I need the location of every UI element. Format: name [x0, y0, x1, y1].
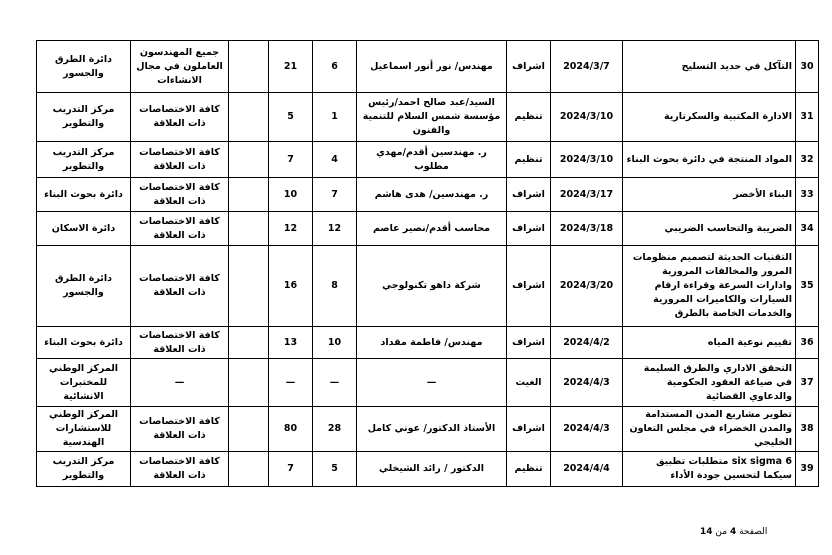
target-audience: كافة الاختصاصات ذات العلاقة [131, 246, 229, 327]
table-row [37, 178, 819, 212]
course-date: 2024/4/3 [551, 359, 623, 407]
course-title: التقنيات الحديثة لتصميم منظومات المرور والمخالفات المرورية وادارات السرعة وقراءة ارقام السيارات والكاميرات المرورية والخدمات الخاصة بالطرق [623, 246, 796, 327]
course-date: 2024/4/4 [551, 452, 623, 487]
table-row [37, 359, 819, 407]
blank-cell [229, 327, 269, 359]
department: المركز الوطني للاستشارات الهندسية [37, 407, 131, 452]
table-row [37, 327, 819, 359]
lecturer-name: شركة داهو تكنولوجي [357, 246, 507, 327]
table-row [37, 452, 819, 487]
course-date: 2024/3/7 [551, 41, 623, 93]
target-audience: جميع المهندسون العاملون في مجال الانشاءات [131, 41, 229, 93]
count-one: 7 [313, 178, 357, 212]
row-number: 37 [796, 359, 819, 407]
table-row [37, 246, 819, 327]
course-type: الغيت [507, 359, 551, 407]
course-title: البناء الأخضر [623, 178, 796, 212]
course-type: تنظيم [507, 452, 551, 487]
department: المركز الوطني للمختبرات الانشائية [37, 359, 131, 407]
table-row [37, 142, 819, 178]
course-title: تقييم نوعية المياه [623, 327, 796, 359]
course-type: اشراف [507, 327, 551, 359]
count-two: 16 [269, 246, 313, 327]
department: دائرة الاسكان [37, 212, 131, 246]
blank-cell [229, 359, 269, 407]
target-audience: كافة الاختصاصات ذات العلاقة [131, 327, 229, 359]
course-type: اشراف [507, 212, 551, 246]
row-number: 33 [796, 178, 819, 212]
row-number: 30 [796, 41, 819, 93]
row-number: 36 [796, 327, 819, 359]
course-date: 2024/3/10 [551, 142, 623, 178]
course-date: 2024/3/20 [551, 246, 623, 327]
lecturer-name: مهندس/ فاطمة مقداد [357, 327, 507, 359]
footer-page-word: الصفحة [739, 527, 768, 537]
lecturer-name: ر. مهندسين/ هدى هاشم [357, 178, 507, 212]
target-audience: كافة الاختصاصات ذات العلاقة [131, 93, 229, 142]
count-two: 13 [269, 327, 313, 359]
courses-table [36, 40, 819, 487]
course-title: التآكل في حديد التسليح [623, 41, 796, 93]
course-title: تطوير مشاريع المدن المستدامة والمدن الخضراء في مجلس التعاون الخليجي [623, 407, 796, 452]
count-one: 8 [313, 246, 357, 327]
count-two: — [269, 359, 313, 407]
lecturer-name: السيد/عبد صالح احمد/رئيس مؤسسة شمس السلام للتنمية والفنون [357, 93, 507, 142]
count-two: 12 [269, 212, 313, 246]
target-audience: كافة الاختصاصات ذات العلاقة [131, 142, 229, 178]
count-one: 4 [313, 142, 357, 178]
table-row [37, 93, 819, 142]
course-type: تنظيم [507, 142, 551, 178]
blank-cell [229, 452, 269, 487]
table-row [37, 212, 819, 246]
row-number: 38 [796, 407, 819, 452]
course-title: التحقق الاداري والطرق السليمة في صياغة العقود الحكومية والدعاوي القضائية [623, 359, 796, 407]
course-date: 2024/3/18 [551, 212, 623, 246]
lecturer-name: محاسب أقدم/نصير عاصم [357, 212, 507, 246]
blank-cell [229, 41, 269, 93]
course-type: اشراف [507, 246, 551, 327]
course-type: اشراف [507, 407, 551, 452]
course-type: تنظيم [507, 93, 551, 142]
row-number: 35 [796, 246, 819, 327]
course-date: 2024/3/17 [551, 178, 623, 212]
count-one: — [313, 359, 357, 407]
footer-page-number: 4 [729, 527, 737, 537]
course-title: الضريبة والتحاسب الضريبي [623, 212, 796, 246]
count-two: 7 [269, 142, 313, 178]
lecturer-name: مهندس/ نور أنور اسماعيل [357, 41, 507, 93]
footer-total-pages: 14 [700, 527, 713, 537]
count-one: 6 [313, 41, 357, 93]
row-number: 39 [796, 452, 819, 487]
count-one: 10 [313, 327, 357, 359]
count-two: 5 [269, 93, 313, 142]
lecturer-name: — [357, 359, 507, 407]
target-audience: كافة الاختصاصات ذات العلاقة [131, 452, 229, 487]
department: مركز التدريب والتطوير [37, 142, 131, 178]
course-date: 2024/4/3 [551, 407, 623, 452]
department: دائرة الطرق والجسور [37, 41, 131, 93]
count-two: 10 [269, 178, 313, 212]
lecturer-name: ر. مهندسين أقدم/مهدي مطلوب [357, 142, 507, 178]
department: دائرة بحوث البناء [37, 178, 131, 212]
course-date: 2024/4/2 [551, 327, 623, 359]
course-title: six sigma 6 متطلبات تطبيق سيكما لتحسين جودة الأداء [623, 452, 796, 487]
department: مركز التدريب والتطوير [37, 452, 131, 487]
blank-cell [229, 212, 269, 246]
page-footer [700, 527, 767, 537]
row-number: 32 [796, 142, 819, 178]
blank-cell [229, 178, 269, 212]
course-date: 2024/3/10 [551, 93, 623, 142]
footer-of-word: من [715, 527, 728, 537]
count-one: 1 [313, 93, 357, 142]
department: مركز التدريب والتطوير [37, 93, 131, 142]
target-audience: كافة الاختصاصات ذات العلاقة [131, 212, 229, 246]
blank-cell [229, 93, 269, 142]
target-audience: كافة الاختصاصات ذات العلاقة [131, 178, 229, 212]
table-row [37, 41, 819, 93]
course-title: المواد المنتجة في دائرة بحوث البناء [623, 142, 796, 178]
table-row [37, 407, 819, 452]
department: دائرة الطرق والجسور [37, 246, 131, 327]
department: دائرة بحوث البناء [37, 327, 131, 359]
target-audience: كافة الاختصاصات ذات العلاقة [131, 407, 229, 452]
lecturer-name: الأستاذ الدكتور/ عوني كامل [357, 407, 507, 452]
count-one: 12 [313, 212, 357, 246]
course-title: الادارة المكتبية والسكرتارية [623, 93, 796, 142]
blank-cell [229, 246, 269, 327]
target-audience: — [131, 359, 229, 407]
count-two: 80 [269, 407, 313, 452]
lecturer-name: الدكتور / رائد الشيخلي [357, 452, 507, 487]
course-type: اشراف [507, 178, 551, 212]
row-number: 31 [796, 93, 819, 142]
blank-cell [229, 407, 269, 452]
count-one: 28 [313, 407, 357, 452]
row-number: 34 [796, 212, 819, 246]
blank-cell [229, 142, 269, 178]
count-two: 21 [269, 41, 313, 93]
count-two: 7 [269, 452, 313, 487]
course-type: اشراف [507, 41, 551, 93]
count-one: 5 [313, 452, 357, 487]
